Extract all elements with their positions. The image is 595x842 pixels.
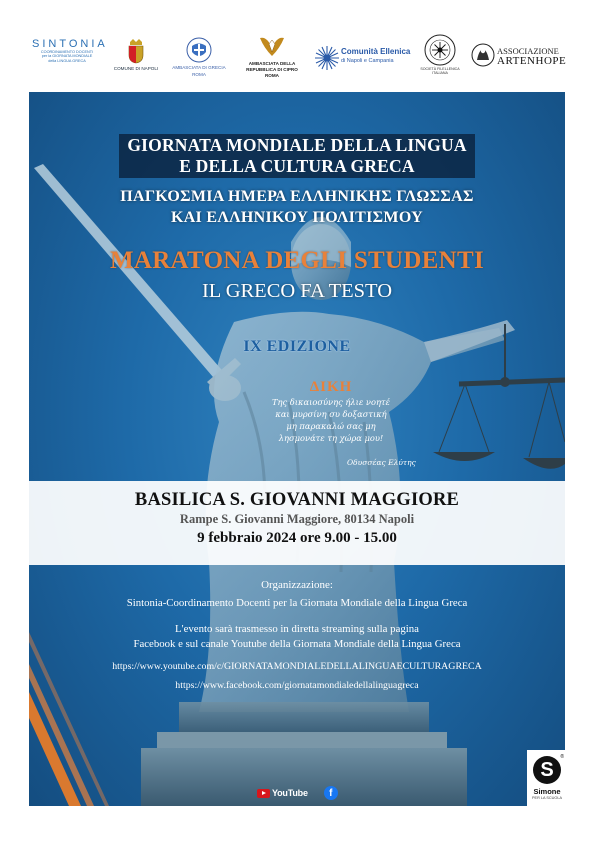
facebook-url-link[interactable]: https://www.facebook.com/giornatamondialedellalinguagreca <box>175 680 419 691</box>
publisher-sub: PER LA SCUOLA <box>532 796 562 800</box>
publisher-name: Simone <box>533 787 561 796</box>
comunita-location: di Napoli e Campania <box>341 58 394 64</box>
poem-verse-3: μη παρακαλώ σας μη <box>286 421 376 431</box>
artenhope-logo <box>470 42 565 68</box>
sun-star-icon <box>314 45 340 71</box>
youtube-badge[interactable] <box>257 788 308 798</box>
comunita-name: Comunità Ellenica <box>341 47 411 56</box>
cipro-caption-3: ROMA <box>264 73 280 78</box>
grecia-caption-2: ROMA <box>192 72 206 77</box>
italian-title-line-1: GIORNATA MONDIALE DELLA LINGUA <box>127 135 467 155</box>
comune-napoli-logo <box>107 38 165 71</box>
artenhope-emblem-icon <box>470 42 496 68</box>
greek-coat-of-arms-icon <box>186 37 212 63</box>
italian-title-line-2: E DELLA CULTURA GRECA <box>179 156 415 176</box>
filellenica-seal-icon <box>423 33 457 67</box>
filellenica-caption-1: SOCIETÀ FILELLENICA <box>420 67 460 71</box>
event-poster <box>29 92 565 806</box>
sintonia-caption-2: per la GIORNATA MONDIALE <box>41 54 93 59</box>
ambasciata-cipro-logo <box>242 34 302 78</box>
sintonia-caption-3: della LINGUA GRECA <box>48 58 86 63</box>
event-subtitle: IL GRECO FA TESTO <box>201 280 393 302</box>
cipro-caption-2: REPUBBLICA DI CIPRO <box>246 67 298 72</box>
poem-title: ΔΙΚΗ <box>309 379 353 395</box>
edition-label: IX EDIZIONE <box>243 338 351 355</box>
registered-mark: ® <box>560 754 564 760</box>
sintonia-logo <box>32 38 108 63</box>
filellenica-caption-2: ITALIANA <box>432 71 448 75</box>
napoli-crest-icon <box>127 38 145 64</box>
venue-band <box>29 481 565 565</box>
cipro-caption-1: AMBASCIATA DELLA <box>248 61 296 66</box>
youtube-label: YouTube <box>272 788 308 798</box>
organization-label: Organizzazione: <box>261 579 333 591</box>
greek-title-line-1: ΠΑΓΚΟΣΜΙΑ ΗΜΕΡΑ ΕΛΛΗΝΙΚΗΣ ΓΛΩΣΣΑΣ <box>120 188 474 205</box>
ambasciata-grecia-logo <box>168 37 230 77</box>
event-title: MARATONA DEGLI STUDENTI <box>109 247 485 274</box>
organization-name: Sintonia-Coordinamento Docenti per la Giornata Mondiale della Lingua Greca <box>126 597 468 609</box>
simone-s-icon: S <box>533 756 561 784</box>
artenhope-line-2: ARTENHOPE <box>497 55 567 67</box>
comunita-ellenica-logo <box>314 45 414 71</box>
venue-address: Rampe S. Giovanni Maggiore, 80134 Napoli <box>179 512 415 526</box>
poem-author: Οδυσσέας Ελύτης <box>347 458 416 467</box>
poem-verse-2: και μυρσίνη συ δοξαστική <box>275 409 387 419</box>
venue-name: BASILICA S. GIOVANNI MAGGIORE <box>134 490 460 510</box>
poem-verse-1: Της δικαιοσύνης ήλιε νοητέ <box>272 397 390 407</box>
sintonia-wordmark: SINTONIA <box>32 38 108 50</box>
youtube-icon <box>257 789 270 798</box>
poem-block <box>251 379 416 467</box>
facebook-icon[interactable]: f <box>324 786 338 800</box>
artenhope-line-1: ASSOCIAZIONE <box>497 46 559 56</box>
grecia-caption-1: AMBASCIATA DI GRECIA <box>172 65 226 70</box>
social-icons <box>257 786 338 800</box>
poem-verse-4: λησμονάτε τη χώρα μου! <box>278 433 384 443</box>
streaming-line-2: Facebook e sul canale Youtube della Giornata Mondiale della Lingua Greca <box>133 638 461 650</box>
greek-title-band <box>29 186 565 228</box>
societa-filellenica-logo <box>415 33 465 75</box>
youtube-url-link[interactable]: https://www.youtube.com/c/GIORNATAMONDIALEDELLALINGUAECULTURAGRECA <box>112 661 482 672</box>
event-datetime: 9 febbraio 2024 ore 9.00 - 15.00 <box>197 530 397 546</box>
streaming-line-1: L'evento sarà trasmesso in diretta streaming sulla pagina <box>175 623 419 635</box>
simone-publisher-logo <box>527 750 567 806</box>
napoli-caption: COMUNE DI NAPOLI <box>113 66 159 71</box>
cyprus-emblem-icon <box>257 34 287 60</box>
sintonia-caption-1: COORDINAMENTO DOCENTI <box>40 50 94 54</box>
italian-title-band <box>29 134 565 178</box>
partner-logos <box>0 0 595 90</box>
greek-title-line-2: ΚΑΙ ΕΛΛΗΝΙΚΟΥ ΠΟΛΙΤΙΣΜΟΥ <box>170 209 424 226</box>
